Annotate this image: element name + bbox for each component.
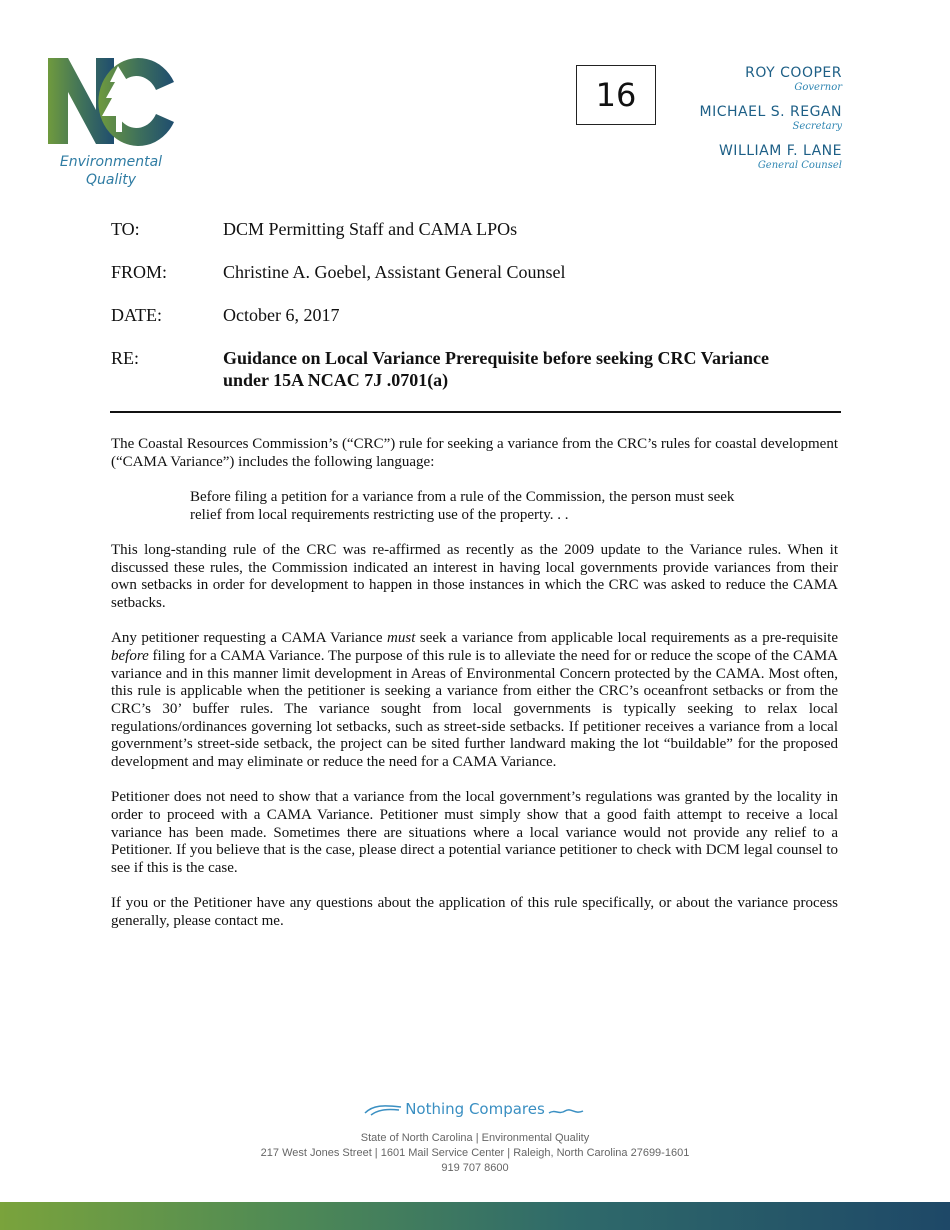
nc-logo-mark-icon: [44, 52, 178, 147]
official-title: Secretary: [792, 121, 842, 132]
logo-caption: [44, 153, 178, 189]
slogan-text: Nothing Compares: [405, 1100, 545, 1118]
memo-from-row: [111, 261, 841, 283]
official-name: WILLIAM F. LANE: [718, 143, 842, 159]
officials-list: [700, 65, 842, 182]
memo-header: [111, 218, 841, 412]
body-paragraph-4: Petitioner does not need to show that a variance from the local government’s regulations was granted by the locality in order to proceed with a CAMA Variance. Petitioner must simply show that a good faith attempt to receive a local variance has been made. Sometimes there are situations where a local variance would not provide any relief to a Petitioner. If you believe that is the case, please direct a potential variance petitioner to check with DCM legal counsel to see if this is the case.: [111, 789, 838, 877]
body-paragraph-1: The Coastal Resources Commission’s (“CRC”) rule for seeking a variance from the CRC’s rules for coastal development (“CAMA Variance”) includes the following language:: [111, 436, 838, 470]
memo-to-value: DCM Permitting Staff and CAMA LPOs: [223, 219, 518, 239]
memo-from-label: FROM:: [111, 262, 168, 282]
memo-body: [111, 436, 838, 948]
slogan-row: [0, 1100, 950, 1118]
logo-caption-line1: Environmental: [59, 154, 163, 170]
body-paragraph-3-part: filing for a CAMA Variance. The purpose of this rule is to alleviate the need for or reduce the scope of the CAMA variance and in this manner limit development in Areas of Environmental Concern protected by the CAMA. Most often, this rule is applicable when the petitioner is seeking a variance from either the CRC’s oceanfront setbacks or from the CRC’s 30’ buffer rules. The variance sought from local governments is typically seeking to relax local regulations/ordinances governing lot setbacks, such as street-side setbacks. If petitioner receives a variance from a local government’s street-side setback, the project can be sited further landward making the lot “buildable” for the proposed development and may eliminate or reduce the need for a CAMA Variance.: [111, 647, 838, 771]
memo-date-value: October 6, 2017: [223, 305, 340, 325]
page-number-box: 16: [576, 65, 656, 125]
wave-right-icon: [547, 1101, 587, 1117]
footer-line-1: State of North Carolina | Environmental Quality: [360, 1132, 590, 1144]
memo-date-label: DATE:: [111, 305, 162, 325]
footer-line-2: 217 West Jones Street | 1601 Mail Service Center | Raleigh, North Carolina 27699-1601: [260, 1147, 690, 1159]
wave-left-icon: [363, 1101, 403, 1117]
bottom-color-bar: [0, 1202, 950, 1230]
official-governor: [700, 65, 842, 94]
emphasis-before: before: [111, 647, 149, 664]
logo-caption-line2: Quality: [85, 172, 137, 188]
body-paragraph-2: This long-standing rule of the CRC was re-affirmed as recently as the 2009 update to the Variance rules. When it discussed these rules, the Commission indicated an interest in having local governments provide variances from their own setbacks in order for development to happen in those instances in which the CRC was asked to reduce the CAMA setbacks.: [111, 541, 838, 611]
official-title: General Counsel: [757, 160, 842, 171]
memo-date-row: [111, 304, 841, 326]
official-general-counsel: [700, 143, 842, 172]
body-paragraph-3-part: Any petitioner requesting a CAMA Variance: [111, 630, 388, 647]
memo-to-label: TO:: [111, 219, 140, 239]
official-name: MICHAEL S. REGAN: [699, 104, 842, 120]
emphasis-must: must: [387, 630, 416, 647]
header-divider: [110, 411, 841, 413]
rule-quote-line1: Before filing a petition for a variance from a rule of the Commission, the person must seek: [190, 488, 735, 505]
letterhead-footer: [0, 1100, 950, 1176]
body-paragraph-3-part: seek a variance from applicable local requirements as a pre-requisite: [415, 630, 838, 647]
official-title: Governor: [794, 82, 842, 93]
memo-re-line2: under 15A NCAC 7J .0701(a): [223, 370, 449, 390]
memo-re-line1: Guidance on Local Variance Prerequisite before seeking CRC Variance: [223, 348, 769, 368]
rule-quote-line2: relief from local requirements restricting use of the property. . .: [190, 506, 569, 523]
body-paragraph-5: If you or the Petitioner have any questions about the application of this rule specifically, or about the variance process generally, please contact me.: [111, 895, 838, 929]
nc-deq-logo: [44, 52, 184, 147]
memo-re-label: RE:: [111, 348, 140, 368]
memo-re-row: [111, 347, 841, 391]
body-paragraph-3: [111, 630, 838, 772]
official-secretary: [700, 104, 842, 133]
memo-to-row: [111, 218, 841, 240]
rule-quote: [190, 489, 760, 524]
footer-line-3: 919 707 8600: [441, 1162, 509, 1174]
official-name: ROY COOPER: [745, 65, 842, 81]
memo-re-value: [223, 347, 841, 391]
memo-from-value: Christine A. Goebel, Assistant General Counsel: [223, 262, 566, 282]
